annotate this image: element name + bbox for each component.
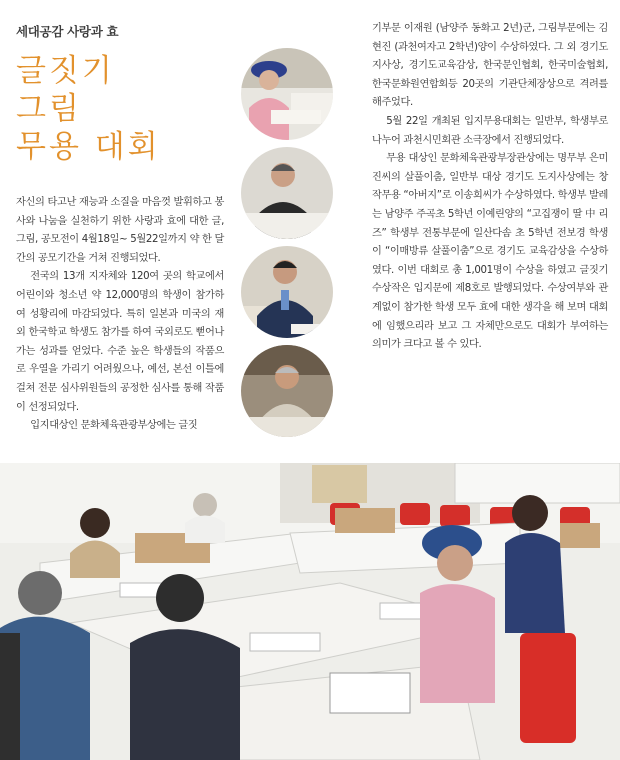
judge-photo-1 [241, 48, 333, 140]
title-line-1: 글짓기 [16, 53, 115, 89]
article-title [16, 52, 161, 166]
body-paragraph: 기부문 이재원 (남양주 동화고 2년)군, 그림부문에는 김현진 (과천여자고 2학년)양이 수상하였다. 그 외 경기도지사상, 경기도교육감상, 한국문인협회, 한국미술협회, 한국문화원연합회등 20곳의 기관단체장상으로 격려를 해주었다. [372, 23, 608, 109]
title-line-3: 무용 대회 [16, 129, 161, 165]
judge-photo-2 [241, 147, 333, 239]
body-paragraph: 자신의 타고난 재능과 소질을 마음껏 발휘하고 봉사와 나눔을 실천하기 위한 사랑과 효에 대한 글, 그림, 공모전이 4월18일~ 5월22일까지 약 한 달간의 공모기간을 거쳐 진행되었다. [16, 197, 224, 264]
body-paragraph: 입지대상인 문화체육관광부상에는 글짓 [30, 420, 198, 432]
judging-session-photo [0, 463, 620, 760]
section-label: 세대공감 사랑과 효 [16, 24, 119, 39]
body-paragraph: 5월 22일 개최된 입지무용대회는 일반부, 학생부로 나누어 과천시민회관 소극장에서 진행되었다. [372, 115, 608, 146]
title-line-2: 그림 [16, 91, 82, 127]
body-paragraph: 전국의 13개 지자체와 120여 곳의 학교에서 어린이와 청소년 약 12,000명의 학생이 참가하여 성황리에 마감되었다. 특히 일본과 미국의 재외 한국학교 학생도 참가를 하여 국외로도 뻗어나가는 성과를 얻었다. 수준 높은 학생들의 작품으로 우열을 가리기 어려웠으나, 예선, 본선 이틀에 걸쳐 전문 심사위원들의 공정한 심사를 통해 작품이 선정되었다. [16, 271, 224, 413]
article-body-right [372, 20, 608, 355]
body-paragraph: 무용 대상인 문화체육관광부장관상에는 명무부 은미진씨의 살풀이춤, 일반부 대상 경기도 도지사상에는 창작무용 “아버지”로 이송희씨가 수상하였다. 학생부 발레는 남양주 주곡초 5학년 이예린양의 “고집쟁이 딸 中 리즈” 학생부 전통부문에 일산다솜 초 5학년 전보경 학생이 “이매방류 살풀이춤”으로 경기도 교육감상을 수상하였다. 이번 대회로 총 1,001명이 수상을 하였고 글짓기 수상작은 입지문에 제8호로 발행되었다. 수상여부와 관계없이 참가한 학생 모두 효에 대한 생각을 해 보며 대회에 임했으리라 보고 그 자체만으로도 대회가 부여하는 의미가 크다고 볼 수 있다. [372, 153, 608, 351]
judge-photo-3 [241, 246, 333, 338]
article-body-left [16, 194, 224, 436]
judge-photo-4 [241, 345, 333, 437]
